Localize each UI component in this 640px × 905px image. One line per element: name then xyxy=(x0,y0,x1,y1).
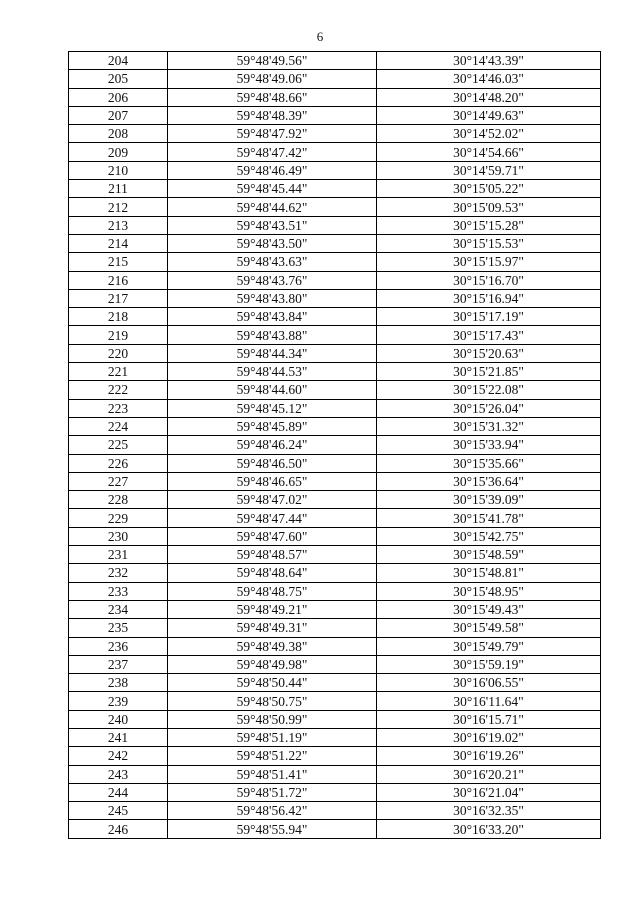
latitude-cell: 59°48'45.12" xyxy=(168,399,377,417)
point-number-cell: 226 xyxy=(69,454,168,472)
longitude-cell: 30°15'17.19" xyxy=(377,308,601,326)
latitude-cell: 59°48'43.84" xyxy=(168,308,377,326)
table-row xyxy=(69,491,601,509)
point-number-cell: 227 xyxy=(69,472,168,490)
longitude-cell: 30°16'21.04" xyxy=(377,783,601,801)
latitude-cell: 59°48'48.64" xyxy=(168,564,377,582)
point-number-cell: 241 xyxy=(69,728,168,746)
table-row xyxy=(69,216,601,234)
point-number-cell: 220 xyxy=(69,344,168,362)
table-row xyxy=(69,143,601,161)
longitude-cell: 30°14'48.20" xyxy=(377,88,601,106)
latitude-cell: 59°48'43.51" xyxy=(168,216,377,234)
table-row xyxy=(69,546,601,564)
latitude-cell: 59°48'44.34" xyxy=(168,344,377,362)
table-row xyxy=(69,637,601,655)
point-number-cell: 232 xyxy=(69,564,168,582)
longitude-cell: 30°15'21.85" xyxy=(377,363,601,381)
point-number-cell: 231 xyxy=(69,546,168,564)
longitude-cell: 30°15'33.94" xyxy=(377,436,601,454)
table-row xyxy=(69,289,601,307)
table-row xyxy=(69,198,601,216)
point-number-cell: 208 xyxy=(69,125,168,143)
point-number-cell: 246 xyxy=(69,820,168,838)
table-row xyxy=(69,600,601,618)
latitude-cell: 59°48'48.57" xyxy=(168,546,377,564)
table-row xyxy=(69,308,601,326)
longitude-cell: 30°14'46.03" xyxy=(377,70,601,88)
latitude-cell: 59°48'47.44" xyxy=(168,509,377,527)
point-number-cell: 216 xyxy=(69,271,168,289)
table-row xyxy=(69,564,601,582)
table-row xyxy=(69,454,601,472)
latitude-cell: 59°48'48.66" xyxy=(168,88,377,106)
point-number-cell: 239 xyxy=(69,692,168,710)
coordinates-table-body xyxy=(69,52,601,839)
longitude-cell: 30°15'20.63" xyxy=(377,344,601,362)
latitude-cell: 59°48'48.75" xyxy=(168,582,377,600)
longitude-cell: 30°16'33.20" xyxy=(377,820,601,838)
table-row xyxy=(69,765,601,783)
longitude-cell: 30°15'49.43" xyxy=(377,600,601,618)
point-number-cell: 212 xyxy=(69,198,168,216)
longitude-cell: 30°16'11.64" xyxy=(377,692,601,710)
point-number-cell: 244 xyxy=(69,783,168,801)
longitude-cell: 30°16'32.35" xyxy=(377,802,601,820)
table-row xyxy=(69,655,601,673)
latitude-cell: 59°48'49.21" xyxy=(168,600,377,618)
latitude-cell: 59°48'50.44" xyxy=(168,674,377,692)
table-row xyxy=(69,106,601,124)
table-row xyxy=(69,728,601,746)
point-number-cell: 230 xyxy=(69,527,168,545)
longitude-cell: 30°15'59.19" xyxy=(377,655,601,673)
point-number-cell: 242 xyxy=(69,747,168,765)
table-row xyxy=(69,417,601,435)
longitude-cell: 30°15'16.94" xyxy=(377,289,601,307)
longitude-cell: 30°15'35.66" xyxy=(377,454,601,472)
longitude-cell: 30°16'06.55" xyxy=(377,674,601,692)
latitude-cell: 59°48'44.53" xyxy=(168,363,377,381)
point-number-cell: 217 xyxy=(69,289,168,307)
point-number-cell: 206 xyxy=(69,88,168,106)
table-row xyxy=(69,820,601,838)
table-row xyxy=(69,399,601,417)
table-row xyxy=(69,582,601,600)
latitude-cell: 59°48'51.22" xyxy=(168,747,377,765)
longitude-cell: 30°15'17.43" xyxy=(377,326,601,344)
latitude-cell: 59°48'43.88" xyxy=(168,326,377,344)
longitude-cell: 30°16'19.26" xyxy=(377,747,601,765)
point-number-cell: 222 xyxy=(69,381,168,399)
latitude-cell: 59°48'49.98" xyxy=(168,655,377,673)
point-number-cell: 235 xyxy=(69,619,168,637)
longitude-cell: 30°15'15.28" xyxy=(377,216,601,234)
longitude-cell: 30°15'31.32" xyxy=(377,417,601,435)
latitude-cell: 59°48'43.63" xyxy=(168,253,377,271)
point-number-cell: 238 xyxy=(69,674,168,692)
table-row xyxy=(69,271,601,289)
longitude-cell: 30°15'48.95" xyxy=(377,582,601,600)
longitude-cell: 30°15'49.58" xyxy=(377,619,601,637)
point-number-cell: 204 xyxy=(69,52,168,70)
latitude-cell: 59°48'47.42" xyxy=(168,143,377,161)
longitude-cell: 30°15'26.04" xyxy=(377,399,601,417)
longitude-cell: 30°14'54.66" xyxy=(377,143,601,161)
table-row xyxy=(69,70,601,88)
point-number-cell: 223 xyxy=(69,399,168,417)
longitude-cell: 30°15'42.75" xyxy=(377,527,601,545)
latitude-cell: 59°48'55.94" xyxy=(168,820,377,838)
point-number-cell: 218 xyxy=(69,308,168,326)
point-number-cell: 213 xyxy=(69,216,168,234)
point-number-cell: 224 xyxy=(69,417,168,435)
point-number-cell: 229 xyxy=(69,509,168,527)
latitude-cell: 59°48'44.60" xyxy=(168,381,377,399)
latitude-cell: 59°48'48.39" xyxy=(168,106,377,124)
table-row xyxy=(69,234,601,252)
latitude-cell: 59°48'47.92" xyxy=(168,125,377,143)
longitude-cell: 30°15'15.97" xyxy=(377,253,601,271)
table-row xyxy=(69,619,601,637)
latitude-cell: 59°48'46.65" xyxy=(168,472,377,490)
page-number: 6 xyxy=(316,29,324,44)
latitude-cell: 59°48'51.72" xyxy=(168,783,377,801)
latitude-cell: 59°48'45.89" xyxy=(168,417,377,435)
point-number-cell: 209 xyxy=(69,143,168,161)
table-row xyxy=(69,674,601,692)
table-row xyxy=(69,802,601,820)
longitude-cell: 30°15'09.53" xyxy=(377,198,601,216)
point-number-cell: 211 xyxy=(69,180,168,198)
longitude-cell: 30°16'19.02" xyxy=(377,728,601,746)
point-number-cell: 233 xyxy=(69,582,168,600)
longitude-cell: 30°14'59.71" xyxy=(377,161,601,179)
table-row xyxy=(69,326,601,344)
longitude-cell: 30°15'16.70" xyxy=(377,271,601,289)
longitude-cell: 30°14'52.02" xyxy=(377,125,601,143)
latitude-cell: 59°48'46.50" xyxy=(168,454,377,472)
coordinates-table xyxy=(68,51,601,839)
longitude-cell: 30°16'20.21" xyxy=(377,765,601,783)
latitude-cell: 59°48'51.41" xyxy=(168,765,377,783)
point-number-cell: 214 xyxy=(69,234,168,252)
latitude-cell: 59°48'49.56" xyxy=(168,52,377,70)
longitude-cell: 30°14'49.63" xyxy=(377,106,601,124)
latitude-cell: 59°48'47.02" xyxy=(168,491,377,509)
latitude-cell: 59°48'43.50" xyxy=(168,234,377,252)
longitude-cell: 30°15'15.53" xyxy=(377,234,601,252)
latitude-cell: 59°48'49.06" xyxy=(168,70,377,88)
table-row xyxy=(69,52,601,70)
latitude-cell: 59°48'43.80" xyxy=(168,289,377,307)
latitude-cell: 59°48'46.24" xyxy=(168,436,377,454)
longitude-cell: 30°15'36.64" xyxy=(377,472,601,490)
longitude-cell: 30°15'22.08" xyxy=(377,381,601,399)
table-row xyxy=(69,180,601,198)
latitude-cell: 59°48'56.42" xyxy=(168,802,377,820)
table-row xyxy=(69,161,601,179)
latitude-cell: 59°48'50.99" xyxy=(168,710,377,728)
longitude-cell: 30°15'48.81" xyxy=(377,564,601,582)
longitude-cell: 30°15'05.22" xyxy=(377,180,601,198)
latitude-cell: 59°48'51.19" xyxy=(168,728,377,746)
table-row xyxy=(69,253,601,271)
point-number-cell: 236 xyxy=(69,637,168,655)
point-number-cell: 219 xyxy=(69,326,168,344)
latitude-cell: 59°48'46.49" xyxy=(168,161,377,179)
latitude-cell: 59°48'49.31" xyxy=(168,619,377,637)
point-number-cell: 210 xyxy=(69,161,168,179)
longitude-cell: 30°16'15.71" xyxy=(377,710,601,728)
table-row xyxy=(69,436,601,454)
table-row xyxy=(69,527,601,545)
latitude-cell: 59°48'43.76" xyxy=(168,271,377,289)
point-number-cell: 237 xyxy=(69,655,168,673)
latitude-cell: 59°48'44.62" xyxy=(168,198,377,216)
latitude-cell: 59°48'47.60" xyxy=(168,527,377,545)
longitude-cell: 30°15'39.09" xyxy=(377,491,601,509)
point-number-cell: 228 xyxy=(69,491,168,509)
point-number-cell: 225 xyxy=(69,436,168,454)
longitude-cell: 30°14'43.39" xyxy=(377,52,601,70)
table-row xyxy=(69,381,601,399)
point-number-cell: 215 xyxy=(69,253,168,271)
latitude-cell: 59°48'45.44" xyxy=(168,180,377,198)
latitude-cell: 59°48'49.38" xyxy=(168,637,377,655)
point-number-cell: 221 xyxy=(69,363,168,381)
table-row xyxy=(69,88,601,106)
table-row xyxy=(69,472,601,490)
table-row xyxy=(69,509,601,527)
table-row xyxy=(69,783,601,801)
table-row xyxy=(69,363,601,381)
table-row xyxy=(69,692,601,710)
point-number-cell: 205 xyxy=(69,70,168,88)
table-row xyxy=(69,710,601,728)
longitude-cell: 30°15'48.59" xyxy=(377,546,601,564)
table-row xyxy=(69,125,601,143)
table-row xyxy=(69,344,601,362)
point-number-cell: 240 xyxy=(69,710,168,728)
longitude-cell: 30°15'49.79" xyxy=(377,637,601,655)
point-number-cell: 243 xyxy=(69,765,168,783)
point-number-cell: 234 xyxy=(69,600,168,618)
point-number-cell: 207 xyxy=(69,106,168,124)
point-number-cell: 245 xyxy=(69,802,168,820)
table-row xyxy=(69,747,601,765)
longitude-cell: 30°15'41.78" xyxy=(377,509,601,527)
latitude-cell: 59°48'50.75" xyxy=(168,692,377,710)
